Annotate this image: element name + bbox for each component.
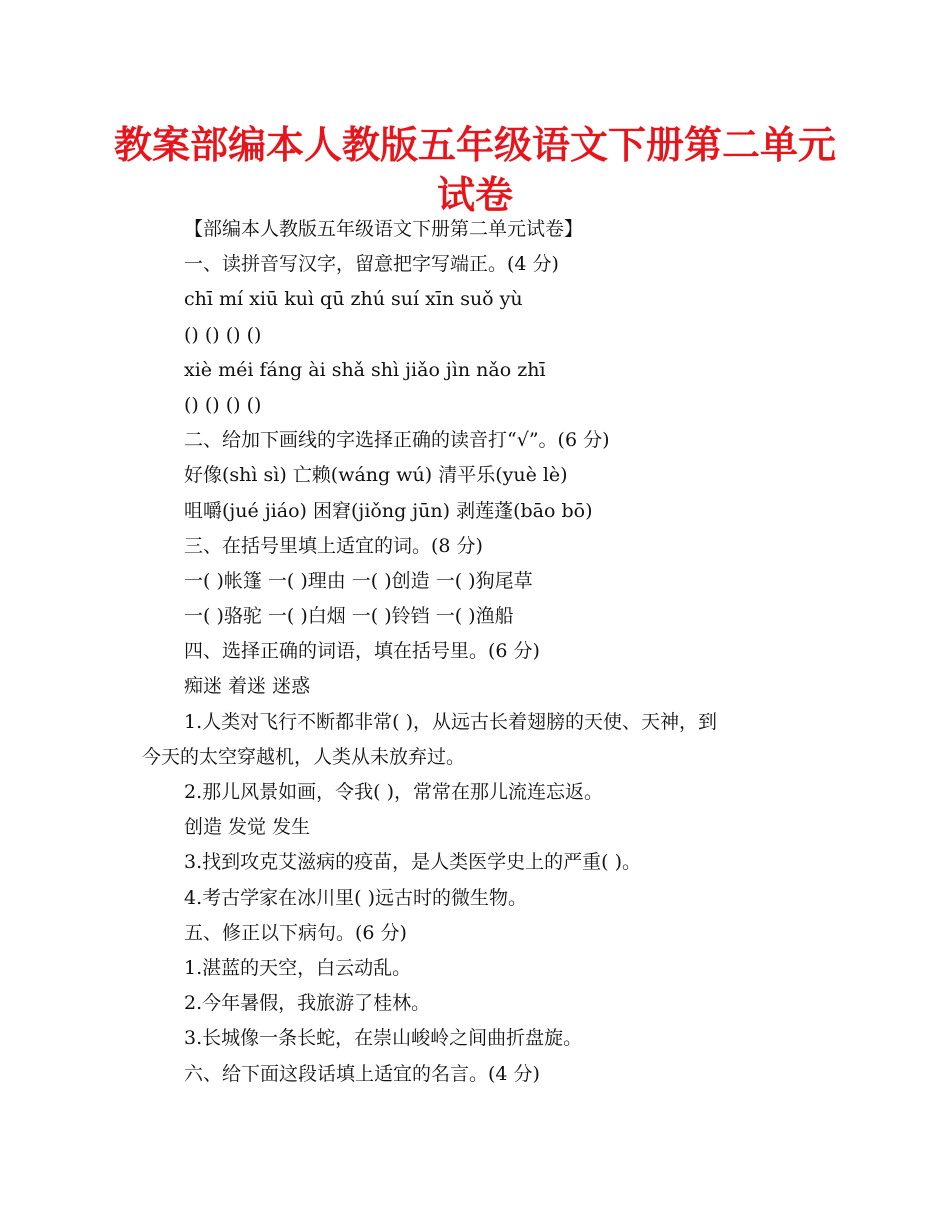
text-line: 一( )帐篷 一( )理由 一( )创造 一( )狗尾草 (184, 569, 533, 592)
text-line: 2.今年暑假，我旅游了桂林。 (184, 992, 431, 1015)
text-line: 创造 发觉 发生 (184, 816, 311, 839)
text-line: 三、在括号里填上适宜的词。(8 分) (184, 534, 483, 557)
text-line: chī mí xiū kuì qū zhú suí xīn suǒ yù (184, 288, 523, 311)
text-line: 五、修正以下病句。(6 分) (184, 921, 407, 944)
text-line-continuation: 今天的太空穿越机，人类从未放弃过。 (142, 745, 466, 768)
text-line: 3.找到攻克艾滋病的疫苗，是人类医学史上的严重( )。 (184, 851, 641, 874)
text-line: 痴迷 着迷 迷惑 (184, 675, 311, 698)
text-line: () () () () (184, 323, 262, 346)
text-line: 咀嚼(jué jiáo) 困窘(jiǒng jūn) 剥莲蓬(bāo bō) (184, 499, 593, 522)
document-title: 教案部编本人教版五年级语文下册第二单元试卷 (113, 123, 836, 217)
text-line: 二、给加下画线的字选择正确的读音打“√”。(6 分) (184, 429, 610, 452)
text-line: 好像(shì sì) 亡赖(wáng wú) 清平乐(yuè lè) (184, 464, 568, 487)
document-body (142, 212, 832, 1092)
text-line: 一( )骆驼 一( )白烟 一( )铃铛 一( )渔船 (184, 605, 514, 628)
text-line: 1.人类对飞行不断都非常( )，从远古长着翅膀的天使、天神，到 (184, 710, 717, 733)
text-line: 3.长城像一条长蛇，在崇山峻岭之间曲折盘旋。 (184, 1027, 583, 1050)
text-line: 1.湛蓝的天空，白云动乱。 (184, 956, 412, 979)
text-line: 一、读拼音写汉字，留意把字写端正。(4 分) (184, 253, 559, 276)
text-line: 4.考古学家在冰川里( )远古时的微生物。 (184, 886, 527, 909)
text-line: () () () () (184, 393, 262, 416)
text-line: 六、给下面这段话填上适宜的名言。(4 分) (184, 1062, 540, 1085)
text-line: 【部编本人教版五年级语文下册第二单元试卷】 (184, 218, 584, 240)
text-line: 四、选择正确的词语，填在括号里。(6 分) (184, 640, 540, 663)
text-line: xiè méi fáng ài shǎ shì jiǎo jìn nǎo zhī (184, 358, 546, 381)
text-line: 2.那儿风景如画，令我( )，常常在那儿流连忘返。 (184, 781, 603, 803)
